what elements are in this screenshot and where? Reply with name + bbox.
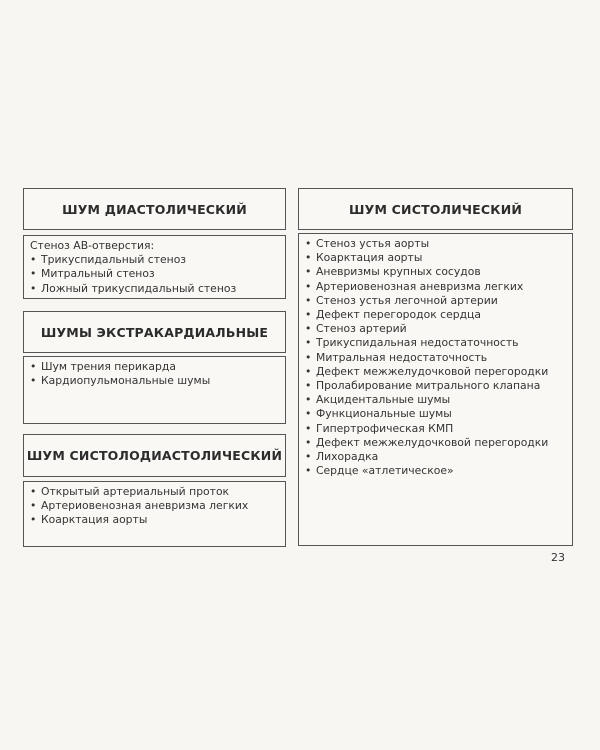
extracardiac-header	[23, 311, 286, 353]
bullet: •	[30, 374, 37, 388]
list-item: • Стеноз артерий	[305, 322, 407, 336]
bullet: •	[30, 499, 37, 513]
list-item: • Пролабирование митрального клапана	[305, 379, 541, 393]
bullet: •	[30, 360, 37, 373]
list-item: • Артериовенозная аневризма легких	[30, 499, 249, 513]
list-item: • Ложный трикуспидальный стеноз	[30, 281, 237, 295]
bullet: •	[305, 336, 312, 350]
list-item: • Дефект межжелудочковой перегородки	[305, 435, 549, 449]
list-item: • Кардиопульмональные шумы	[30, 374, 211, 388]
list-item: • Дефект межжелудочковой перегородки	[305, 364, 549, 378]
list-item: • Дефект перегородок сердца	[305, 308, 482, 322]
bullet: •	[305, 407, 312, 421]
bullet: •	[305, 322, 312, 336]
bullet: •	[305, 393, 312, 407]
bullet: •	[305, 293, 312, 307]
list-item: • Открытый артериальный проток	[30, 485, 230, 498]
bullet: •	[30, 485, 37, 498]
bullet: •	[305, 350, 312, 364]
list-item: • Коарктация аорты	[30, 513, 148, 527]
bullet: •	[305, 435, 312, 449]
list-item: • Лихорадка	[305, 450, 379, 464]
bullet: •	[305, 279, 312, 293]
bullet: •	[305, 379, 312, 393]
bullet: •	[30, 253, 37, 267]
list-item: • Гипертрофическая КМП	[305, 421, 454, 435]
bullet: •	[305, 364, 312, 378]
list-item: • Трикуспидальный стеноз	[30, 253, 187, 267]
systolodiastolic-header	[23, 434, 286, 477]
bullet: •	[305, 251, 312, 265]
list-item: • Акцидентальные шумы	[305, 393, 451, 407]
bullet: •	[305, 265, 312, 279]
list-item: • Аневризмы крупных сосудов	[305, 265, 481, 279]
list-item: • Трикуспидальная недостаточность	[305, 336, 519, 350]
list-item: • Стеноз устья аорты	[305, 237, 430, 250]
diastolic-list	[23, 235, 286, 299]
bullet: •	[30, 281, 37, 295]
bullet: •	[30, 267, 37, 281]
bullet: •	[30, 513, 37, 527]
bullet: •	[305, 450, 312, 464]
bullet: •	[305, 237, 312, 250]
diastolic-title: ШУМ ДИАСТОЛИЧЕСКИЙ	[62, 201, 247, 217]
list-item: • Митральная недостаточность	[305, 350, 488, 364]
diastolic-intro: Стеноз АВ-отверстия:	[30, 239, 155, 252]
systolodiastolic-title: ШУМ СИСТОЛОДИАСТОЛИЧЕСКИЙ	[26, 448, 283, 463]
list-item: • Шум трения перикарда	[30, 360, 176, 373]
page-number: 23	[551, 551, 565, 564]
list-item: • Сердце «атлетическое»	[305, 464, 454, 478]
diastolic-header	[23, 188, 286, 230]
list-item: • Артериовенозная аневризма легких	[305, 279, 524, 293]
bullet: •	[305, 421, 312, 435]
systolic-header	[298, 188, 573, 230]
extracardiac-title: ШУМЫ ЭКСТРАКАРДИАЛЬНЫЕ	[40, 324, 269, 340]
systolodiastolic-list	[23, 481, 286, 547]
list-item: • Стеноз устья легочной артерии	[305, 293, 498, 307]
list-item: • Митральный стеноз	[30, 267, 155, 281]
systolic-list	[298, 233, 573, 546]
bullet: •	[305, 464, 312, 478]
bullet: •	[305, 308, 312, 322]
list-item: • Функциональные шумы	[305, 407, 452, 421]
systolic-title: ШУМ СИСТОЛИЧЕСКИЙ	[348, 201, 523, 217]
extracardiac-list	[23, 356, 286, 424]
list-item: • Коарктация аорты	[305, 251, 423, 265]
